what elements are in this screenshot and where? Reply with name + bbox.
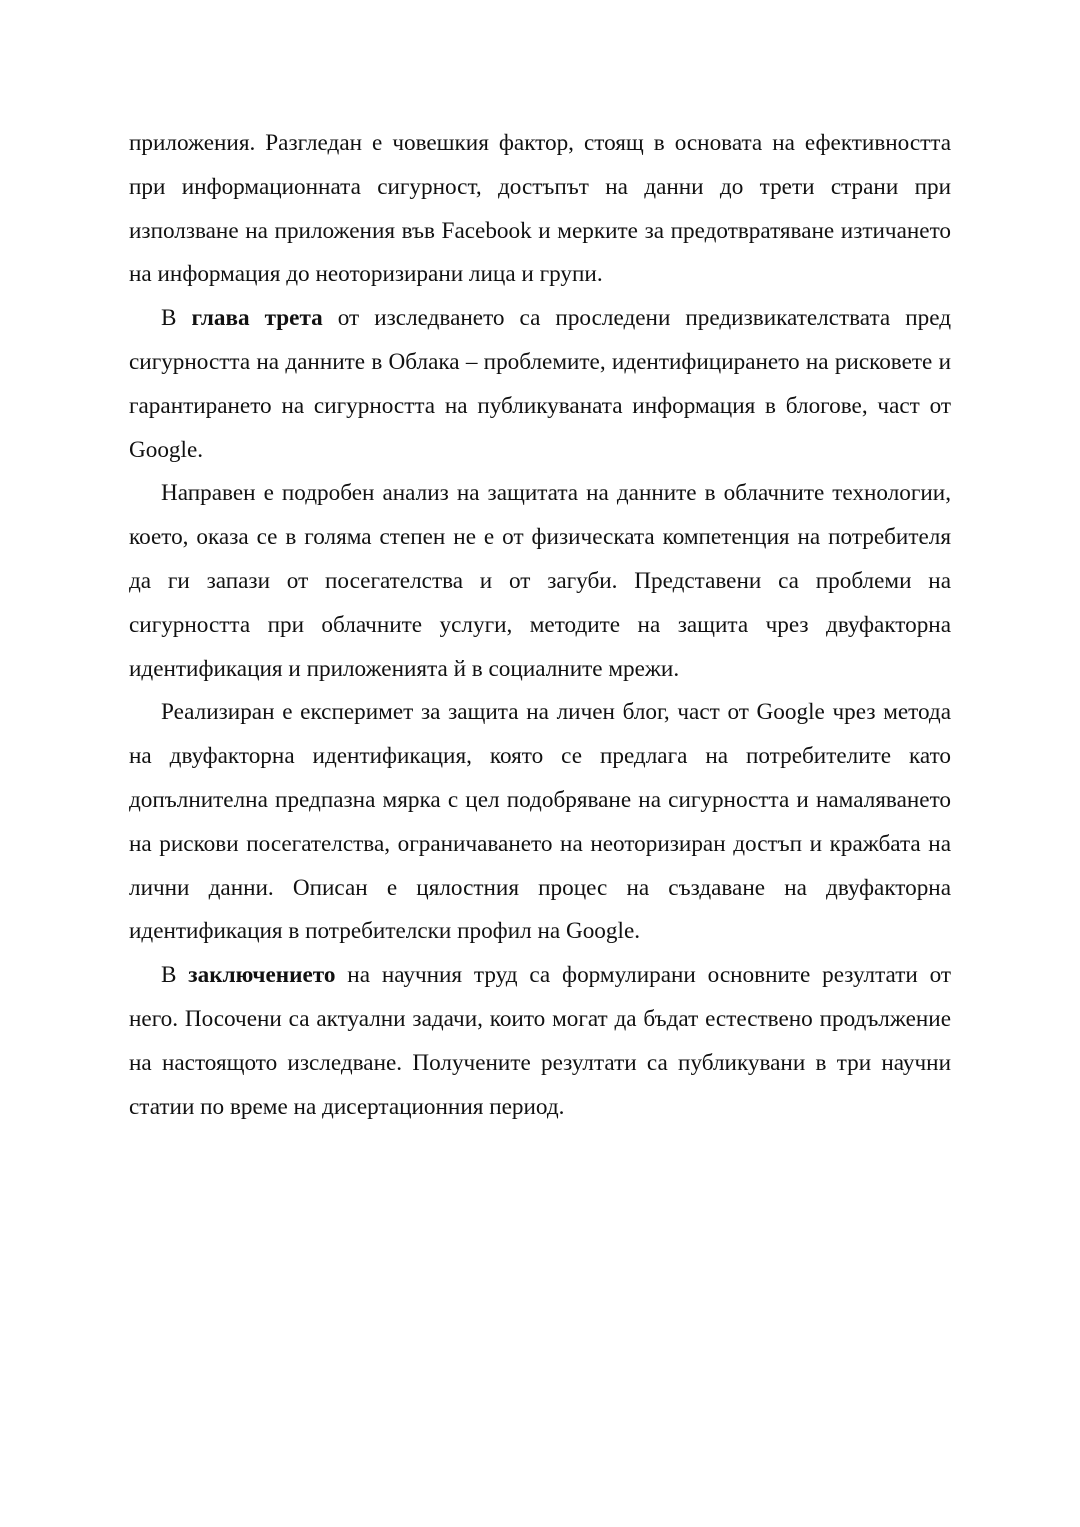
paragraph-body: на научния труд са формулирани основните резултати от него. Посочени са актуални задачи, които могат да бъдат естествено продължение на настоящото изследване. Получените резултати са публикувани в три научни статии по време на дисертационния период. xyxy=(129,962,952,1120)
paragraph-cloud-analysis: Направен е подробен анализ на защитата на данните в облачните технологии, което, оказа се в голяма степен не е от физическата компетенция на потребителя да ги запази от посегателства и от загуби. Представени са проблеми на сигурността при облачните услуги, методите на защита чрез двуфакторна идентификация и приложенията й в социалните мрежи. xyxy=(129,480,951,682)
paragraph-conclusion xyxy=(129,954,951,1129)
paragraph-chapter-three xyxy=(129,297,951,472)
document-page xyxy=(129,122,951,1129)
paragraph-experiment: Реализиран е експеримет за защита на личен блог, част от Google чрез метода на двуфакторна идентификация, която се предлага на потребителите като допълнителна предпазна мярка с цел подобряване на сигурността и намаляването на рискови посегателства, ограничаването на неоторизиран достъп и кражбата на лични данни. Описан е цялостния процес на създаване на двуфакторна идентификация в потребителски профил на Google. xyxy=(129,699,951,945)
paragraph-prefix: В xyxy=(161,962,189,989)
paragraph-body: от изследването са проследени предизвикателствата пред сигурността на данните в Облака – проблемите, идентифицирането на рисковете и гарантирането на сигурността на публикуваната информация в блогове, част от Google. xyxy=(129,305,951,463)
paragraph-continuation: приложения. Разгледан е човешкия фактор, стоящ в основата на ефективността при информационната сигурност, достъпът на данни до трети страни при използване на приложения във Facebook и мерките за предотвратяване изтичането на информация до неоторизирани лица и групи. xyxy=(129,130,951,288)
conclusion-heading: заключението xyxy=(188,962,336,989)
paragraph-prefix: В xyxy=(161,305,192,332)
chapter-three-heading: глава трета xyxy=(191,305,323,332)
